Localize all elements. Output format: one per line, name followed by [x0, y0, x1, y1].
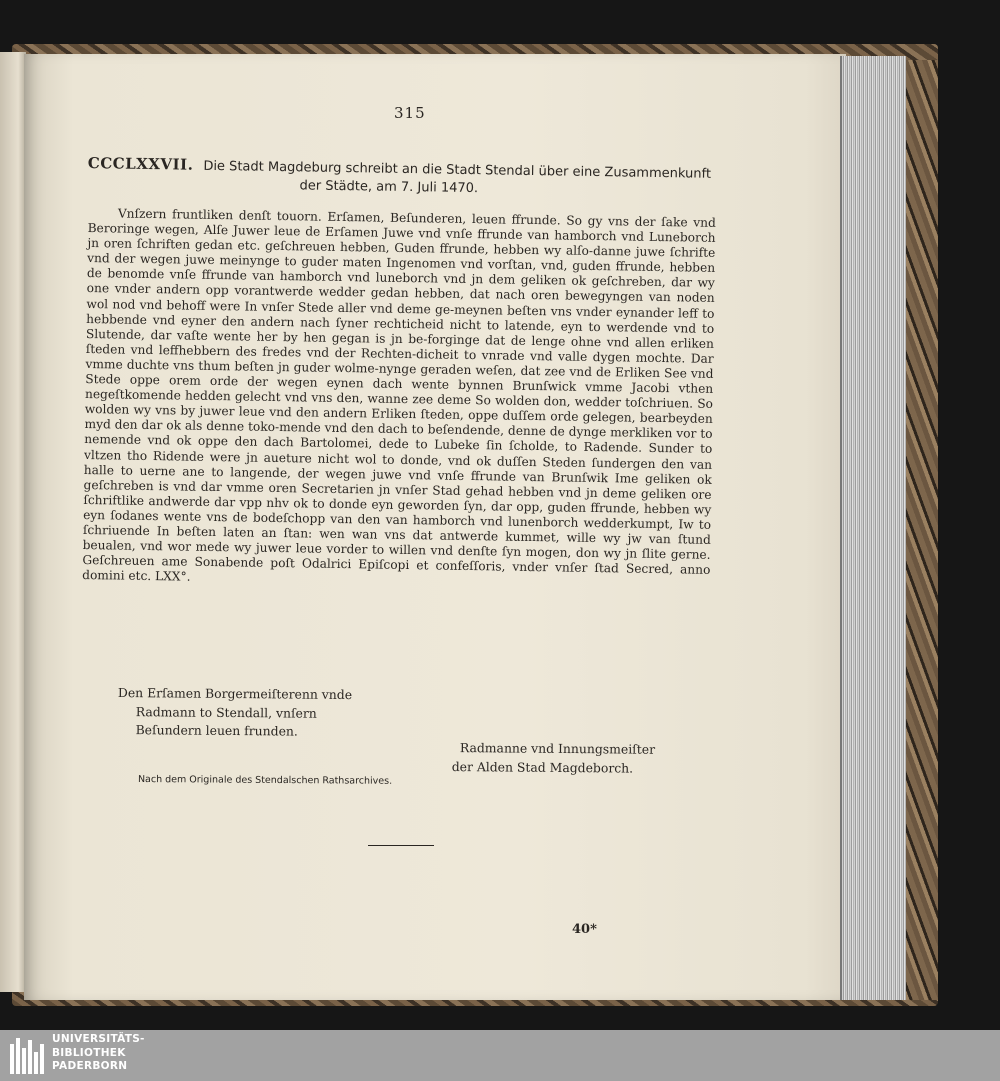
letter-paragraph: Vnſzern fruntliken denſt touorn. Erſamen, Beſunderen, leuen ffrunde. So gy vns der ſake vnd Beroringe wegen, Alſe Juwer leue de Erſamen Juwe vnd vnſe ffrunde van hamborch vnd Luneborch jn oren ſchriften gedan etc. geſchreuen hebben, Guden ffrunde, hebben wy alſo-danne juwe ſchrifte vnd der wegen juwe meinynge to guder maten Ingenomen vnd vorſtan, vnd, guden ffrunde, hebben de benomde vnſe ffrunde van hamborch vnd luneborch vnd jn dem geliken ok geſchreben, dar wy one vnder andern opp vorantwerde wedder gedan hebben, dat nach oren bewegyngen van noden wol nod vnd behoff were In vnſer Stede aller vnd deme ge-meynen beſten vns vnder eynander leff to hebbende vnd eyner den andern nach ſyner rechticheid nicht to latende, eyn to werdende vnd to Slutende, dar vaſte wente her by hen gegan is jn be-forginge dat de lenge ohne vnd allen erliken ſteden vnd leffhebbern des fredes vnd der Rechten-dicheit to vnrade vnd valle dygen mochte. Dar vmme duchte vns thum beſten jn guder wolme-nynge geraden weſen, dat zee vnd de Erliken See vnd Stede oppe orem orde der wegen eynen dach wente bynnen Brunſwick vmme Jacobi vthen negeſtkomende hedden gelecht vnd vns den, wanne zee deme So wolden don, wedder toſchriuen. So wolden wy vns by juwer leue vnd den andern Erliken ſteden, oppe duſſem orde gelegen, bearbeyden myd den dar ok als denne toko-mende vnd den dach to beſendende, denne de dynge merkliken vor to nemende vnd ok oppe den dach Bartolomei, dede to Lubeke ſin ſcholde, to Radende. Sunder to vltzen tho Ridende were jn aueture nicht wol to donde, vnd ok duſſen Steden ſundergen den van halle to uerne ane to langende, der wegen juwe vnd vnſe ffrunde van Brunſwik Ime geliken ok geſchreben is vnd dar vmme oren Secretarien jn vnſer Stad gehad hebben vnd jn deme geliken ore ſchriftlike andwerde dar vpp nhv ok to donde eyn geworden ſyn, dar opp, guden ffrunde, hebben wy eyn ſodanes wente vns de bodeſchopp van den van hamborch vnd lunenborch wedderkumpt, Iw to ſchriuende In beſten laten an ſtan: wen wan vns dat antwerde kummet, wille wy jw van ſtund beualen, vnd wor mede wy juwer leue vorder to willen vnd denſte ſyn mogen, don wy jn ſlite gerne. Geſchreuen ame Sonabende poſt Odalrici Epiſcopi et confeſſoris, vnder vnſer ſtad Secred, anno domini etc. LXX°.: [82, 206, 716, 584]
document-title-line2: der Städte, am 7. Juli 1470.: [299, 178, 479, 197]
sheet-signature-mark: 40*: [572, 922, 597, 937]
document-title: Die Stadt Magdeburg schreibt an die Stadt Stendal über eine Zusammenkunft: [203, 158, 712, 182]
library-name-line: BIBLIOTHEK: [52, 1046, 126, 1059]
address-line: Den Erſamen Borgermeiſterenn vnde: [117, 684, 353, 703]
separator-rule: [368, 845, 434, 846]
address-block: [118, 684, 353, 742]
letter-body: [82, 206, 716, 593]
university-library-logo-icon: [8, 1036, 48, 1076]
library-name-line: UNIVERSITÄTS-: [52, 1033, 145, 1045]
document-heading: [87, 154, 728, 202]
library-name-line: PADERBORN: [52, 1060, 128, 1072]
signature-line: der Alden Stad Magdeborch.: [451, 758, 634, 776]
library-footer: [0, 1030, 1000, 1081]
document-number: CCCLXXVII.: [87, 154, 194, 174]
address-line: Radmann to Stendall, vnſern: [135, 703, 317, 721]
page-number: 315: [394, 104, 426, 122]
source-note: Nach dem Originale des Stendalschen Rathsarchives.: [137, 774, 393, 787]
signature-block: [452, 738, 655, 778]
address-line: Beſundern leuen frunden.: [135, 722, 298, 739]
library-name: [52, 1033, 145, 1074]
signature-line: Radmanne vnd Innungsmeiſter: [459, 740, 656, 757]
